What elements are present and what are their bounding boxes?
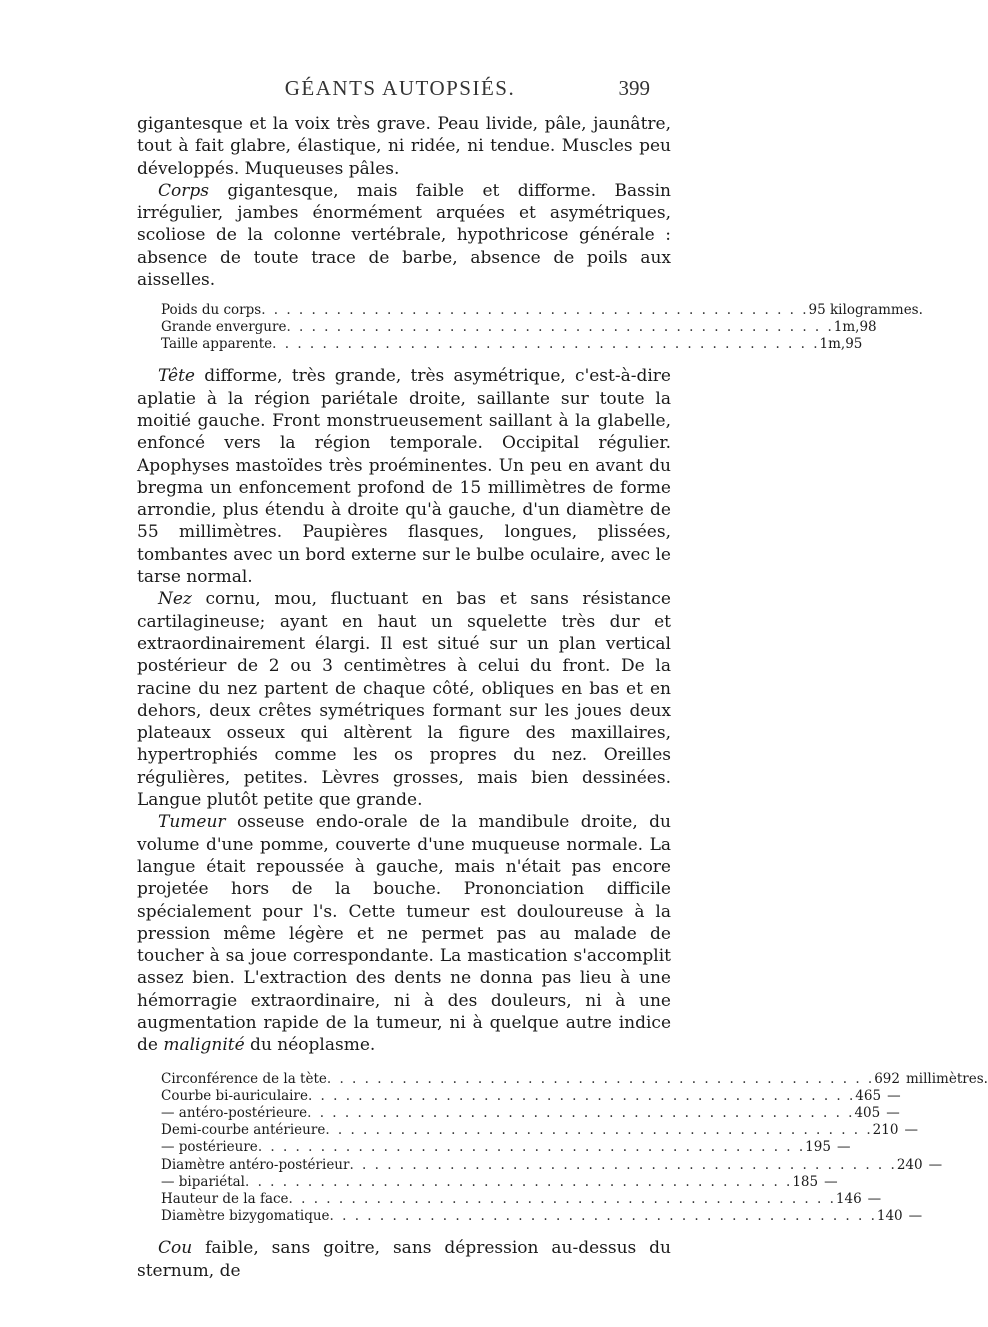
measure-unit: — [867, 1191, 882, 1207]
measure-unit: — [928, 1156, 943, 1173]
measure-label: — postérieure [161, 1139, 258, 1156]
paragraph-nez [137, 588, 671, 811]
paragraph-text: gigantesque et la voix très grave. Peau livide, pâle, jaunâtre, tout à fait glabre, élastique, ni ridée, ni tendue. Muscles peu développés. Muqueuses pâles. [137, 114, 671, 179]
measure-row [161, 1191, 882, 1208]
measure-value: 240 [896, 1156, 923, 1173]
measure-label: Grande envergure [161, 319, 287, 336]
measure-unit: millimètres. [905, 1070, 988, 1087]
measure-unit: — [908, 1208, 923, 1225]
paragraph-text: faible, sans goitre, sans dépression au-dessus du sternum, de [137, 1238, 671, 1281]
head-measures-table [161, 1070, 988, 1226]
measure-value: 1m,95 [819, 336, 863, 353]
measure-row [161, 336, 863, 353]
measure-value: 1m,98 [833, 319, 877, 336]
paragraph-text: gigantesque, mais faible et difforme. Bassin irrégulier, jambes énormément arquées et asymétriques, scoliose de la colonne vertébrale, hypothricose générale : absence de toute trace de barbe, absence de poils aux aisselles. [137, 180, 671, 291]
paragraph-text: cornu, mou, fluctuant en bas et sans résistance cartilagineuse; ayant en haut un squelette très dur et extraordinairement élargi. Il est situé sur un plan vertical postérieur de 2 ou 3 centimètres à celui du front. De la racine du nez partent de chaque côté, obliques en bas et en dehors, deux crêtes symétriques formant sur les joues deux plateaux osseux qui altèrent la figure des maxillaires, hypertrophiés comme les os propres du nez. Oreilles régulières, petites. Lèvres grosses, mais bien dessinées. Langue plutôt petite que grande. [137, 589, 671, 811]
measure-label: Diamètre antéro-postérieur [161, 1156, 350, 1173]
dot-leader: . . . . . . . . . . . . . . . . . . . . . . . . . . . . . . . . . . . . . . . . . . . . [288, 1191, 836, 1207]
measure-label: — bipariétal [161, 1173, 245, 1190]
paragraph-tumeur [137, 811, 671, 1056]
measure-unit: — [886, 1104, 900, 1121]
measure-value: 95 kilogrammes. [808, 302, 923, 319]
measure-unit: — [904, 1122, 918, 1139]
measure-unit: — [887, 1087, 901, 1104]
body-measures-table [161, 302, 923, 353]
dot-leader: . . . . . . . . . . . . . . . . . . . . . . . . . . . . . . . . . . . . . . . . . . . . [325, 1122, 873, 1139]
measure-value: 140 [876, 1208, 903, 1225]
dot-leader: . . . . . . . . . . . . . . . . . . . . . . . . . . . . . . . . . . . . . . . . . . . . [326, 1070, 875, 1087]
dot-leader: . . . . . . . . . . . . . . . . . . . . . . . . . . . . . . . . . . . . . . . . . . . . [329, 1208, 877, 1225]
measure-row [161, 1139, 851, 1156]
measure-label: Demi-courbe antérieure [161, 1122, 326, 1139]
measure-row [161, 319, 877, 336]
measure-value: 405 [854, 1104, 881, 1121]
paragraph-cou [137, 1237, 671, 1282]
measure-value: 195 [805, 1139, 831, 1156]
dot-leader: . . . . . . . . . . . . . . . . . . . . . . . . . . . . . . . . . . . . . . . . . . . . [349, 1156, 897, 1173]
measure-unit: — [824, 1173, 838, 1190]
body-text [137, 113, 988, 1282]
paragraph-text-end: du néoplasme. [244, 1035, 376, 1056]
measure-label: Courbe bi-auriculaire [161, 1087, 308, 1104]
page-number: 399 [618, 76, 650, 100]
running-head: GÉANTS AUTOPSIÉS. [284, 76, 516, 100]
paragraph-text: difforme, très grande, très asymétrique, c'est-à-dire aplatie à la région pariétale droite, saillante sur toute la moitié gauche. Front monstrueusement saillant à la glabelle, enfoncé vers la région temporale. Occipital régulier. Apophyses mastoïdes très proéminentes. Un peu en avant du bregma un enfoncement profond de 15 millimètres de forme arrondie, plus étendu à droite qu'à gauche, d'un diamètre de 55 millimètres. Paupières flasques, longues, plissées, tombantes avec un bord externe sur le bulbe oculaire, avec le tarse normal. [137, 366, 671, 588]
measure-unit: — [836, 1139, 851, 1156]
measure-row [161, 1156, 943, 1174]
dot-leader: . . . . . . . . . . . . . . . . . . . . . . . . . . . . . . . . . . . . . . . . . . . . [261, 302, 809, 319]
measure-value: 210 [872, 1122, 899, 1139]
dot-leader: . . . . . . . . . . . . . . . . . . . . . . . . . . . . . . . . . . . . . . . . . . . . [307, 1104, 855, 1121]
dot-leader: . . . . . . . . . . . . . . . . . . . . . . . . . . . . . . . . . . . . . . . . . . . . [286, 319, 834, 336]
dot-leader: . . . . . . . . . . . . . . . . . . . . . . . . . . . . . . . . . . . . . . . . . . . . [307, 1087, 856, 1104]
paragraph-tete [137, 365, 671, 588]
measure-row [161, 302, 923, 319]
paragraph-lead: Cou [158, 1238, 193, 1259]
measure-label: Hauteur de la face [161, 1191, 289, 1207]
measure-row [161, 1070, 988, 1088]
measure-value: 185 [792, 1173, 819, 1190]
measure-row [161, 1104, 900, 1122]
paragraph-lead: Corps [158, 180, 209, 201]
measure-label: — antéro-postérieure [161, 1104, 308, 1121]
measure-label: Circonférence de la tète [161, 1070, 327, 1087]
measure-row [161, 1173, 838, 1191]
measure-label: Diamètre bizygomatique [161, 1208, 330, 1225]
dot-leader: . . . . . . . . . . . . . . . . . . . . . . . . . . . . . . . . . . . . . . . . . . . . [245, 1173, 793, 1190]
measure-row [161, 1087, 901, 1105]
measure-label: Poids du corps [161, 302, 262, 319]
paragraph-corps [137, 180, 671, 291]
paragraph-lead: Tumeur [158, 812, 226, 833]
measure-label: Taille apparente [161, 336, 273, 353]
dot-leader: . . . . . . . . . . . . . . . . . . . . . . . . . . . . . . . . . . . . . . . . . . . . [257, 1139, 806, 1156]
measure-row [161, 1122, 918, 1139]
paragraph-italic: malignité [163, 1035, 245, 1056]
dot-leader: . . . . . . . . . . . . . . . . . . . . . . . . . . . . . . . . . . . . . . . . . . . . [272, 336, 820, 353]
measure-value: 465 [855, 1087, 882, 1104]
measure-row [161, 1208, 923, 1225]
paragraph-text: osseuse endo-orale de la mandibule droite, du volume d'une pomme, couverte d'une muqueuse normale. La langue était repoussée à gauche, mais n'était pas encore projetée hors de la bouche. Prononciation difficile spécialement pour l's. Cette tumeur est douloureuse à la pression même légère et ne permet pas au malade de toucher à sa joue correspondante. La mastication s'accomplit assez bien. L'extraction des dents ne donna pas lieu à une hémorragie extraordinaire, ni à des douleurs, ni à une augmentation rapide de la tumeur, ni à quelque autre indice de [137, 812, 671, 1056]
measure-value: 146 [835, 1191, 862, 1207]
page-header [0, 76, 800, 106]
measure-value: 692 [874, 1070, 900, 1087]
paragraph-voice [137, 113, 671, 180]
paragraph-lead: Tête [158, 366, 195, 387]
paragraph-lead: Nez [158, 589, 192, 610]
